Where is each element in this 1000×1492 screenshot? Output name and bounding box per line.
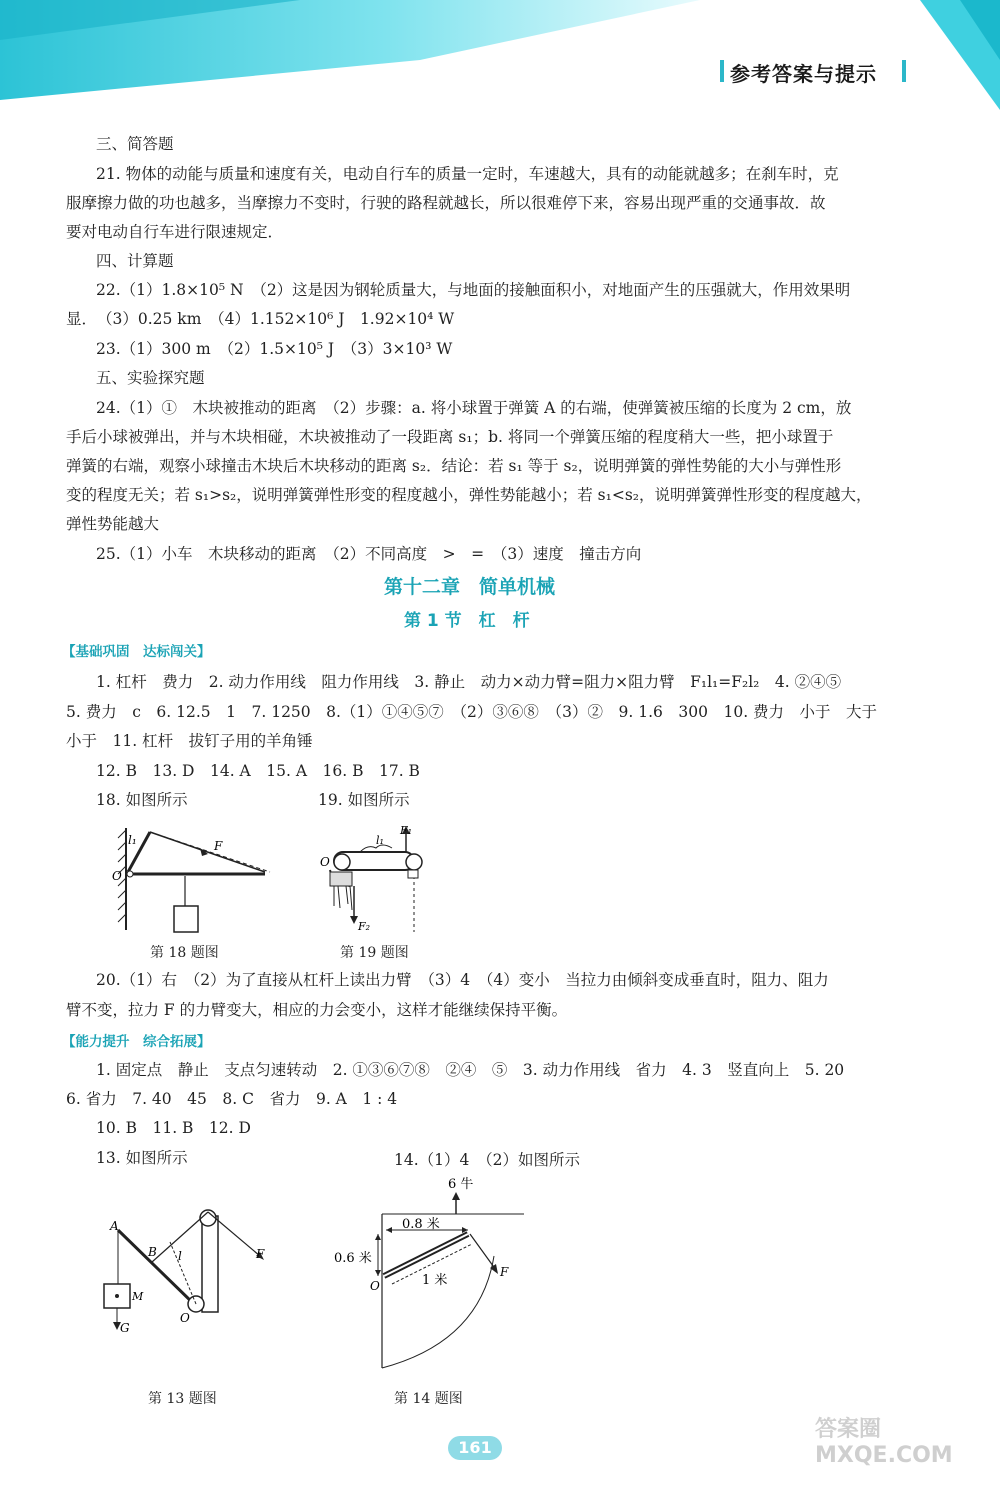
q13-label: 13. 如图所示 [96, 1149, 188, 1167]
f19-F1-label: F₁ [400, 824, 413, 837]
q24-line-1: 24.（1）① 木块被推动的距离 （2）步骤：a. 将小球置于弹簧 A 的右端，使弹簧被压缩的长度为 2 cm，放 [96, 399, 852, 417]
f13-l-label: l [178, 1249, 182, 1263]
q19-label: 19. 如图所示 [318, 791, 410, 809]
q20-line-2: 臂不变，拉力 F 的力臂变大，相应的力会变小，这样才能继续保持平衡。 [66, 1001, 568, 1019]
f18-F-label: F [214, 839, 223, 853]
q20-line-1: 20.（1）右 （2）为了直接从杠杆上读出力臂 （3）4 （4）变小 当拉力由倾斜变成垂直时，阻力、阻力 [96, 971, 829, 989]
figure-18 [110, 818, 280, 938]
section-title: 第 1 节 杠 杆 [404, 611, 530, 631]
q24-line-3: 弹簧的右端，观察小球撞击木块后木块移动的距离 s₂．结论：若 s₁ 等于 s₂，说明弹簧的弹性势能的大小与弹性形 [66, 457, 842, 475]
q23: 23.（1）300 m （2）1.5×10⁵ J （3）3×10³ W [96, 340, 453, 358]
f14-O-label: O [370, 1279, 380, 1293]
f14-force-label: 6 牛 [448, 1177, 474, 1192]
fig19-caption: 第 19 题图 [340, 945, 409, 961]
q22-line-2: 显． （3）0.25 km （4）1.152×10⁶ J 1.92×10⁴ W [66, 310, 455, 328]
fig14-caption: 第 14 题图 [394, 1391, 463, 1407]
f13-B-label: B [148, 1245, 157, 1259]
section-heading-4: 四、计算题 [96, 252, 174, 270]
q18-label: 18. 如图所示 [96, 791, 188, 809]
f18-l1-label: l₁ [128, 833, 137, 847]
f19-O-label: O [320, 855, 330, 869]
basic-line-3: 小于 11. 杠杆 拔钉子用的羊角锤 [66, 732, 313, 750]
basic-line-2: 5. 费力 c 6. 12.5 1 7. 1250 8.（1）①④⑤⑦ （2）③⑥⑧ （3）② 9. 1.6 300 10. 费力 小于 大于 [66, 703, 878, 721]
f13-O-label: O [180, 1311, 190, 1325]
basic-line-1: 1. 杠杆 费力 2. 动力作用线 阻力作用线 3. 静止 动力×动力臂=阻力×阻力臂 F₁l₁=F₂l₂ 4. ②④⑤ [96, 673, 842, 691]
chapter-title: 第十二章 简单机械 [384, 576, 556, 598]
q22-line-1: 22.（1）1.8×10⁵ N （2）这是因为钢轮质量大，与地面的接触面积小，对地面产生的压强就大，作用效果明 [96, 281, 851, 299]
section-heading-5: 五、实验探究题 [96, 369, 205, 387]
basic-tag: 【基础巩固 达标闯关】 [62, 644, 211, 660]
f19-F2-label: F₂ [358, 920, 371, 933]
ability-line-1: 1. 固定点 静止 支点匀速转动 2. ①③⑥⑦⑧ ②④ ⑤ 3. 动力作用线 省力 4. 3 竖直向上 5. 20 [96, 1061, 845, 1079]
fig18-caption: 第 18 题图 [150, 945, 219, 961]
ability-line-2: 6. 省力 7. 40 45 8. C 省力 9. A 1 : 4 [66, 1090, 398, 1108]
figure-14 [330, 1172, 530, 1378]
q25: 25.（1）小车 木块移动的距离 （2）不同高度 > = （3）速度 撞击方向 [96, 545, 642, 563]
q21-line-1: 21. 物体的动能与质量和速度有关，电动自行车的质量一定时，车速越大，具有的动能就越多；在刹车时，克 [96, 165, 839, 183]
ability-line-3: 10. B 11. B 12. D [96, 1119, 251, 1137]
section-heading-3: 三、简答题 [96, 135, 174, 153]
watermark: 答案圈 MXQE.COM [815, 1417, 953, 1468]
f13-F-label: F [256, 1247, 265, 1261]
ability-tag: 【能力提升 综合拓展】 [62, 1034, 211, 1050]
f14-F-label: F [500, 1265, 509, 1279]
header-bar-left [720, 60, 724, 82]
q24-line-4: 变的程度无关；若 s₁>s₂，说明弹簧弹性形变的程度越小，弹性势能越小；若 s₁<s₂，说明弹簧弹性形变的程度越大， [66, 486, 872, 504]
f14-d1-label: 0.8 米 [402, 1217, 440, 1232]
header-title: 参考答案与提示 [730, 62, 877, 86]
q21-line-2: 服摩擦力做的功也越多，当摩擦力不变时，行驶的路程就越长，所以很难停下来，容易出现严重的交通事故．故 [66, 194, 826, 212]
figure-19 [320, 822, 440, 937]
fig13-caption: 第 13 题图 [148, 1391, 217, 1407]
f18-O-label: O [112, 869, 122, 883]
f14-d2-label: 0.6 米 [334, 1251, 372, 1266]
q21-line-3: 要对电动自行车进行限速规定． [66, 223, 284, 241]
f19-l1-label: l₁ [376, 834, 384, 847]
f13-G-label: G [120, 1321, 130, 1335]
figure-13 [100, 1200, 290, 1350]
q14-label: 14.（1）4 （2）如图所示 [394, 1151, 580, 1169]
f13-A-label: A [110, 1219, 119, 1233]
basic-line-4: 12. B 13. D 14. A 15. A 16. B 17. B [96, 762, 420, 780]
f14-d3-label: 1 米 [422, 1273, 448, 1288]
header-bar-right [902, 60, 906, 82]
q24-line-5: 弹性势能越大 [66, 515, 160, 533]
f13-M-label: M [132, 1290, 144, 1303]
page-number: 161 [448, 1436, 502, 1460]
q24-line-2: 手后小球被弹出，并与木块相碰，木块被推动了一段距离 s₁；b. 将同一个弹簧压缩的程度稍大一些，把小球置于 [66, 428, 834, 446]
